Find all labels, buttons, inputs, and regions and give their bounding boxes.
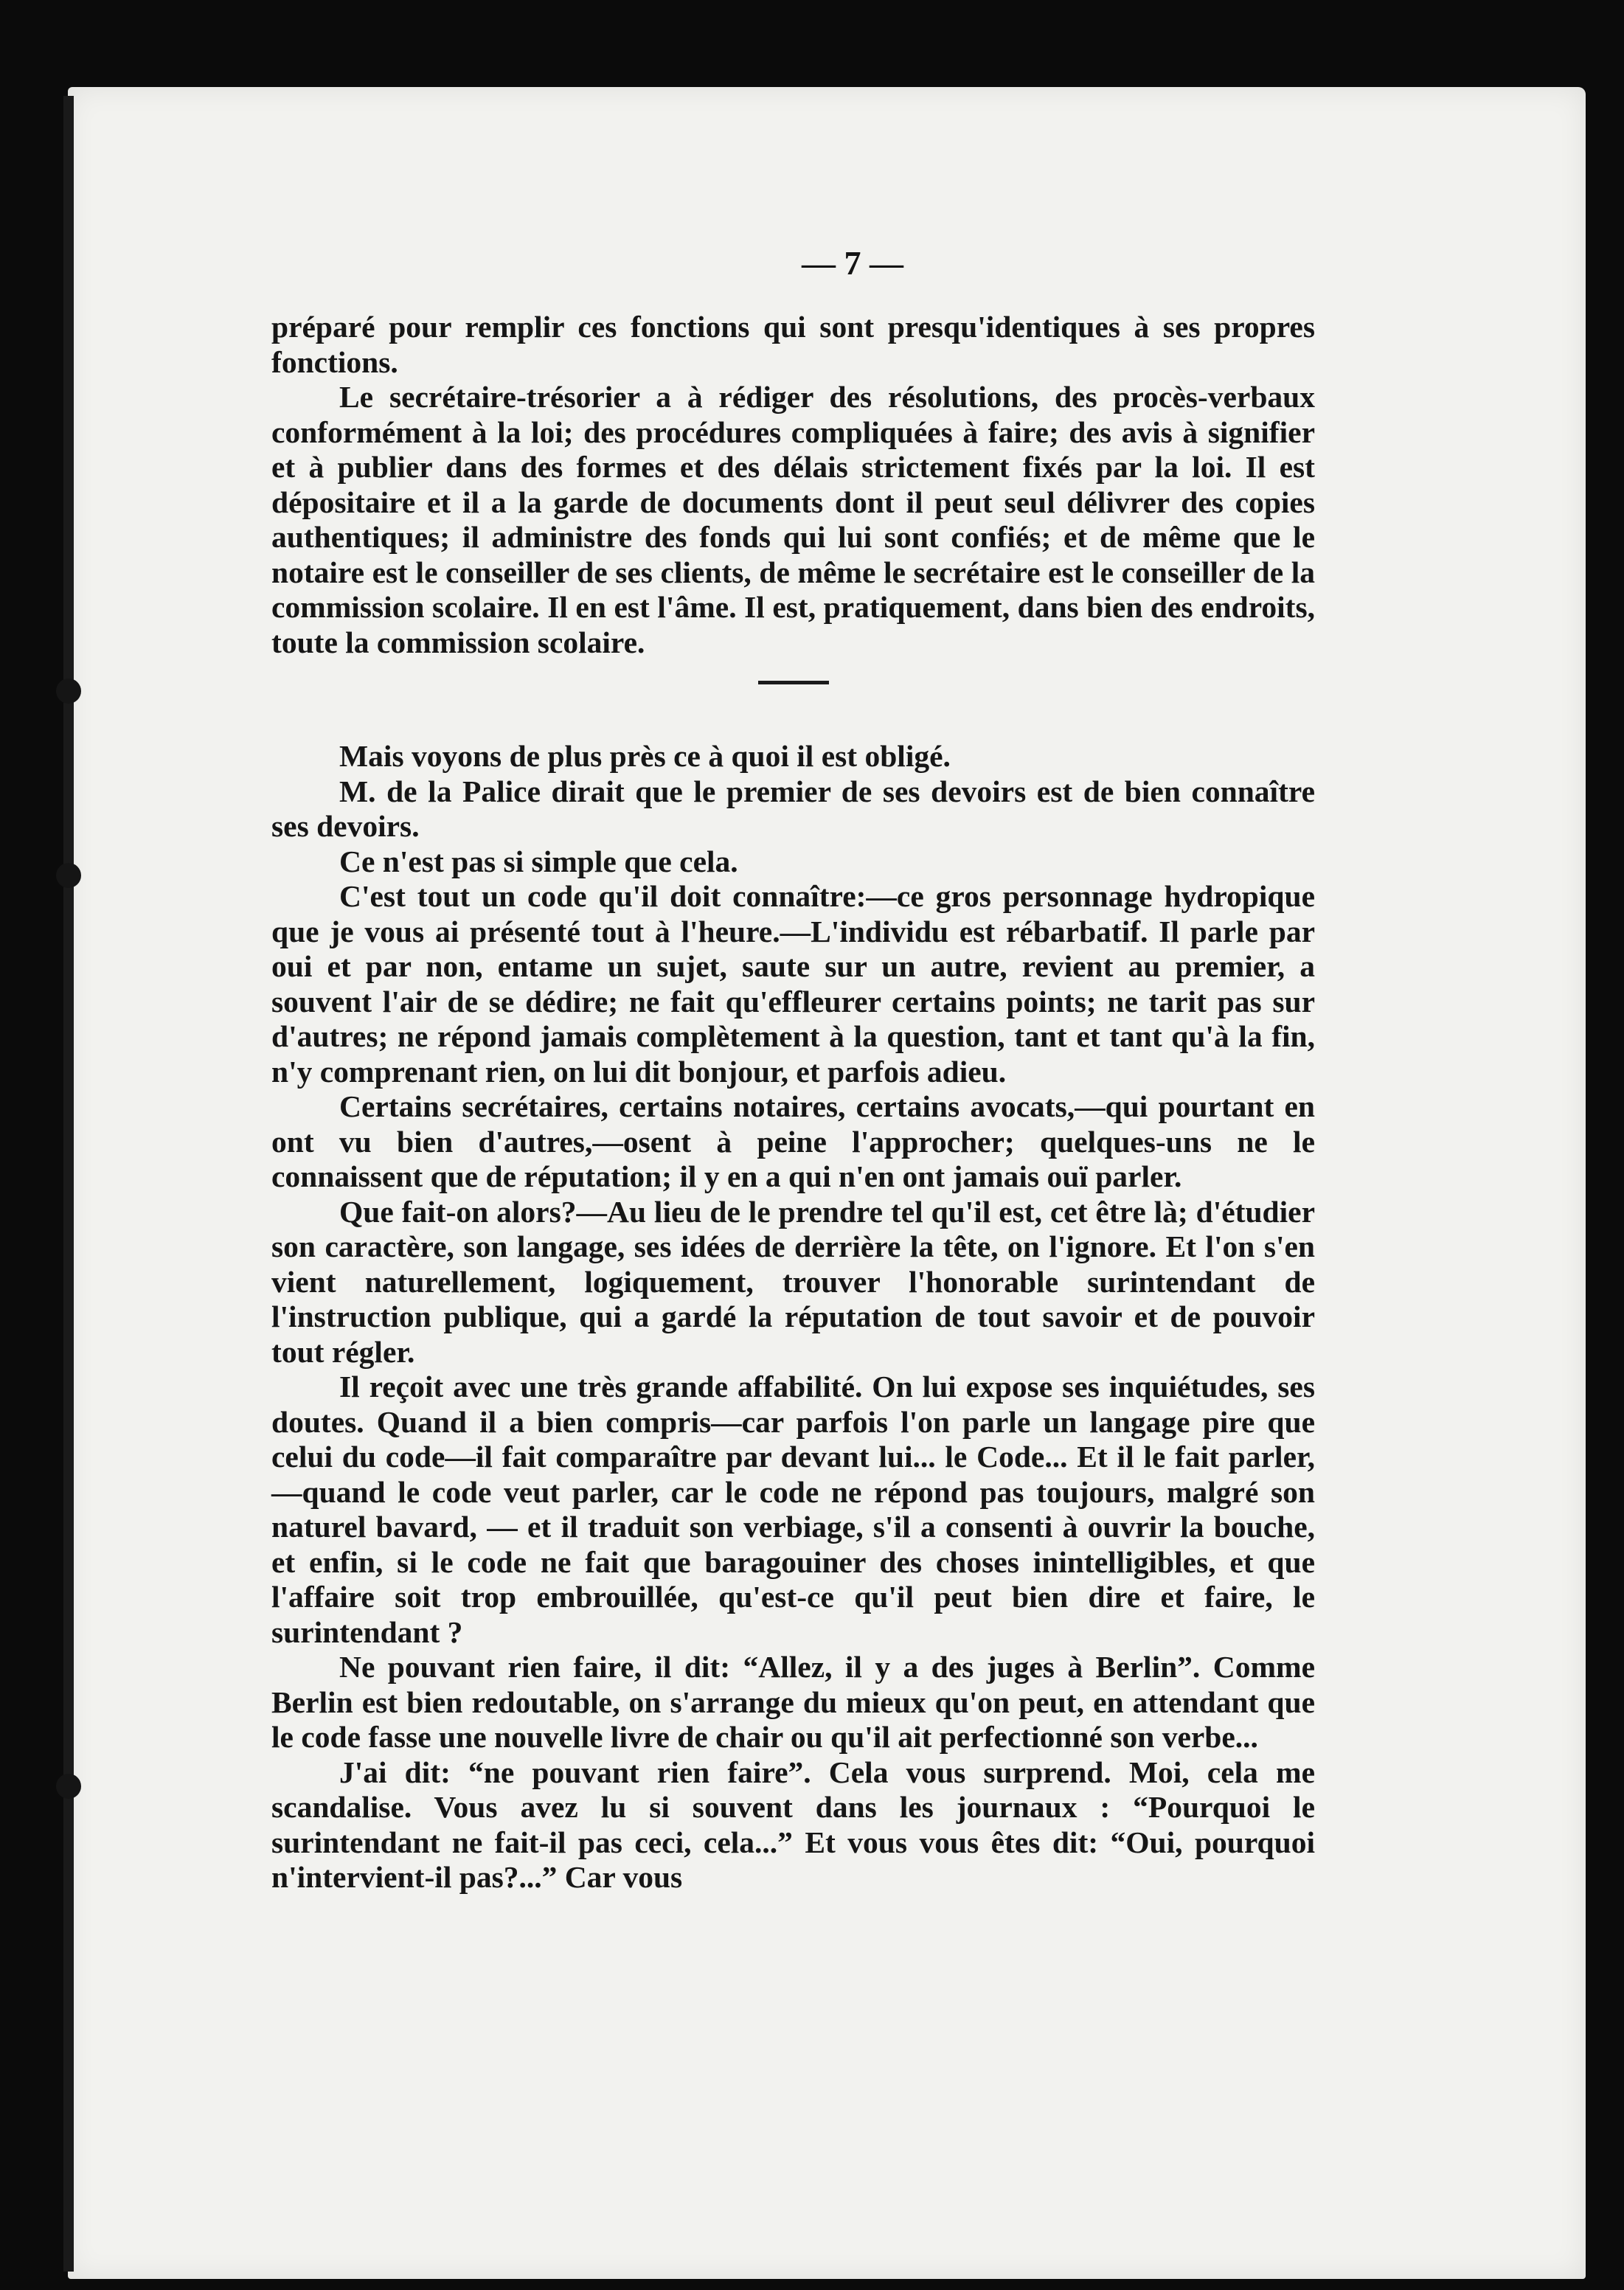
binding-hole xyxy=(56,679,81,704)
paragraph: Le secrétaire-trésorier a à rédiger des résolutions, des procès-verbaux conformément à la loi; des procédures compliquées à faire; des avis à signifier et à publier dans des formes et des délais strictement fixés par la loi. Il est dépositaire et il a la garde de documents dont il peut seul délivrer des copies authentiques; il administre des fonds qui lui sont confiés; et de même que le notaire est le conseiller de ses clients, de même le secrétaire est le conseiller de la commission scolaire. Il en est l'âme. Il est, pratiquement, dans bien des endroits, toute la commission scolaire. xyxy=(271,380,1315,659)
section-divider xyxy=(758,681,829,684)
paragraph: J'ai dit: “ne pouvant rien faire”. Cela vous surprend. Moi, cela me scandalise. Vous avez lu si souvent dans les journaux : “Pourquoi le surintendant ne fait-il pas ceci, cela...” Et vous vous êtes dit: “Oui, pourquoi n'intervient-il pas?...” Car vous xyxy=(271,1755,1315,1894)
page-number: — 7 — xyxy=(802,244,903,282)
paragraph: Il reçoit avec une très grande affabilité. On lui expose ses inquiétudes, ses doutes. Quand il a bien compris—car parfois l'on parle un langage pire que celui du code—il fait comparaître par devant lui... le Code... Et il le fait parler,—quand le code veut parler, car le code ne répond pas toujours, malgré son naturel bavard, — et il traduit son verbiage, s'il a consenti à ouvrir la bouche, et enfin, si le code ne fait que baragouiner des choses inintelligibles, et que l'affaire soit trop embrouillée, qu'est-ce qu'il peut bien dire et faire, le surintendant ? xyxy=(271,1370,1315,1649)
paragraph: M. de la Palice dirait que le premier de ses devoirs est de bien connaître ses devoirs. xyxy=(271,774,1315,843)
page-text xyxy=(271,310,1315,1895)
paragraph: Ce n'est pas si simple que cela. xyxy=(339,844,738,878)
paragraph: Que fait-on alors?—Au lieu de le prendre tel qu'il est, cet être là; d'étudier son caractère, son langage, ses idées de derrière la tête, on l'ignore. Et l'on s'en vient naturellement, logiquement, trouver l'honorable surintendant de l'instruction publique, qui a gardé la réputation de tout savoir et de pouvoir tout régler. xyxy=(271,1194,1315,1369)
binding-hole xyxy=(56,1774,81,1799)
binding-edge xyxy=(63,96,74,2272)
paragraph: Mais voyons de plus près ce à quoi il est obligé. xyxy=(339,739,951,773)
binding-hole xyxy=(56,863,81,888)
paragraph: C'est tout un code qu'il doit connaître:—ce gros personnage hydropique que je vous ai présenté tout à l'heure.—L'individu est rébarbatif. Il parle par oui et par non, entame un sujet, saute sur un autre, revient au premier, a souvent l'air de se dédire; ne fait qu'effleurer certains points; ne tarit pas sur d'autres; ne répond jamais complètement à la question, tant et tant qu'à la fin, n'y comprenant rien, on lui dit bonjour, et parfois adieu. xyxy=(271,879,1315,1089)
paragraph: préparé pour remplir ces fonctions qui sont presqu'identiques à ses propres fonctions. xyxy=(271,310,1315,379)
paragraph: Certains secrétaires, certains notaires, certains avocats,—qui pourtant en ont vu bien d'autres,—osent à peine l'approcher; quelques-uns ne le connaissent que de réputation; il y en a qui n'en ont jamais ouï parler. xyxy=(271,1089,1315,1193)
paragraph: Ne pouvant rien faire, il dit: “Allez, il y a des juges à Berlin”. Comme Berlin est bien redoutable, on s'arrange du mieux qu'on peut, en attendant que le code fasse une nouvelle livre de chair ou qu'il ait perfectionné son verbe... xyxy=(271,1650,1315,1754)
